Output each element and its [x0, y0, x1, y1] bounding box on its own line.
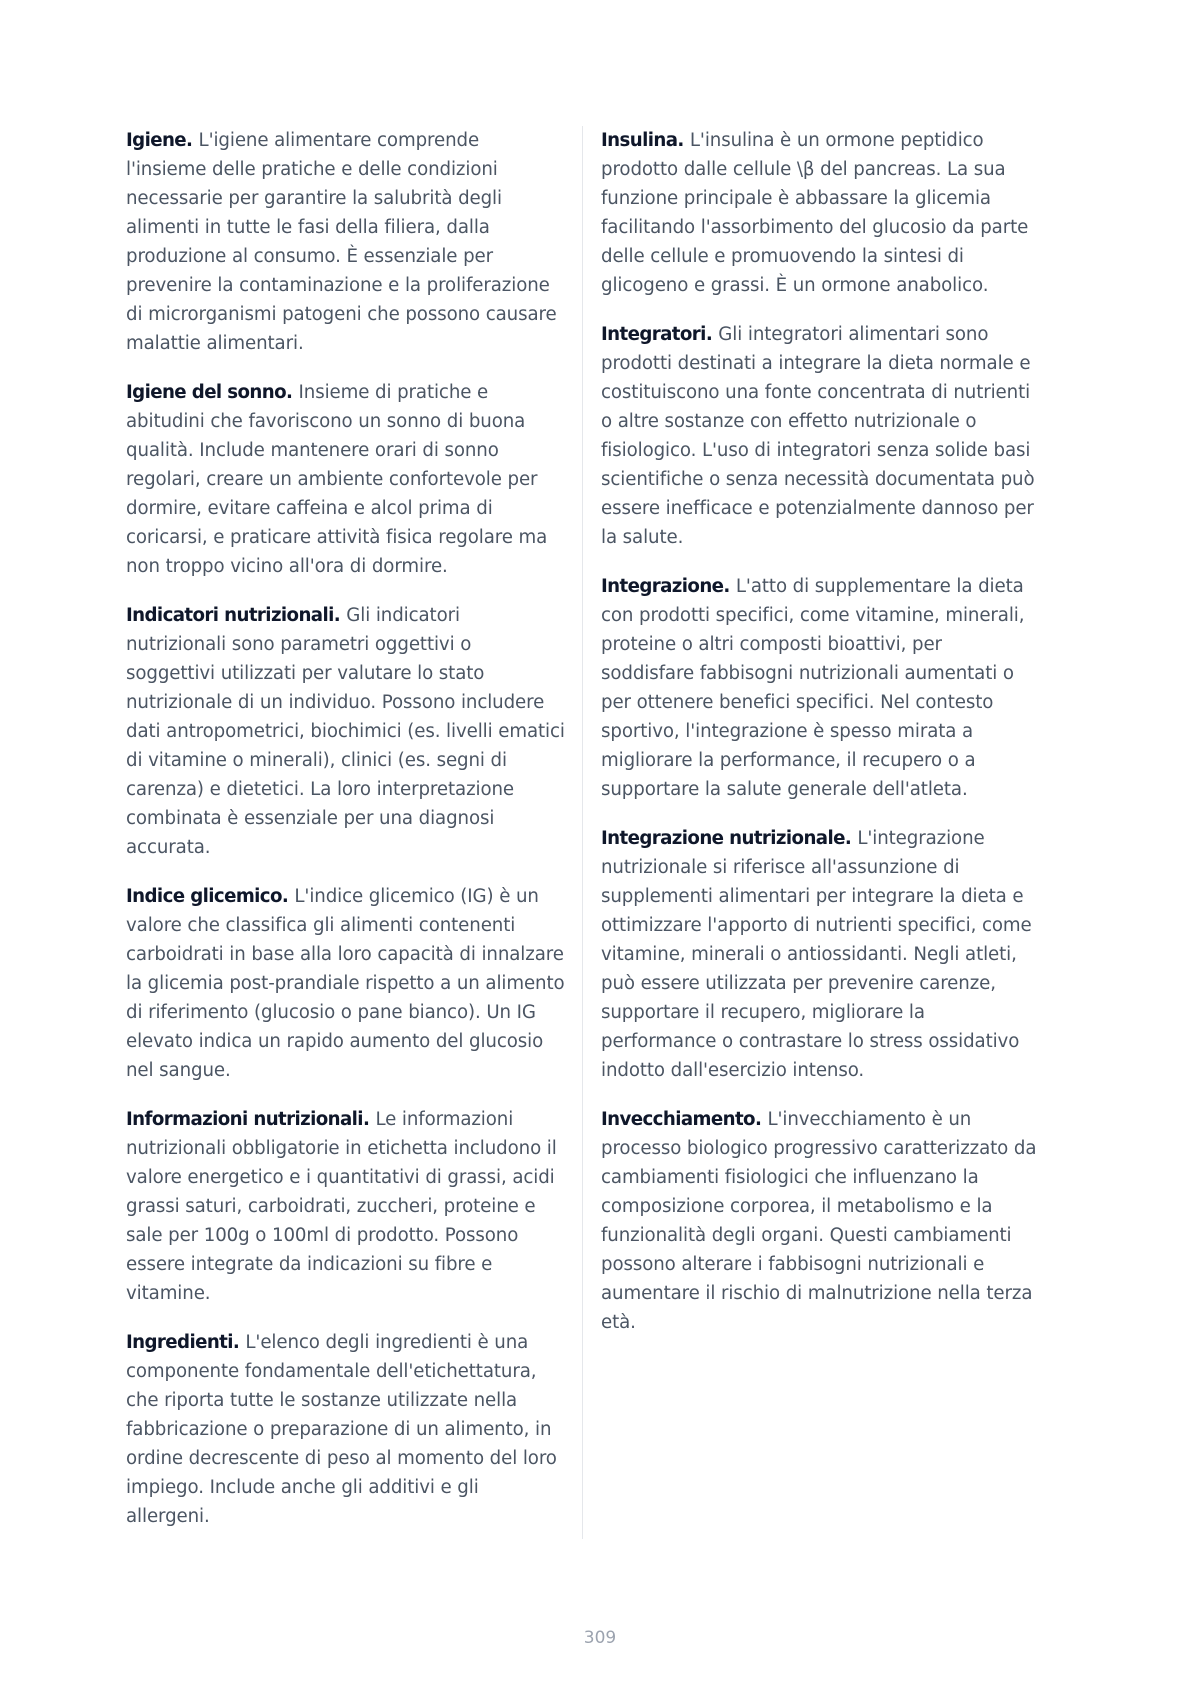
entry-term: Ingredienti — [126, 1332, 233, 1353]
entry-definition: Le informazioni nutrizionali obbligatorie in etichetta includono il valore energetico e i quantitativi di grassi, acidi grassi saturi, carboidrati, zuccheri, proteine e sale per 100g o 100ml di prodotto. Possono essere integrate da indicazioni su fibre e vitamine. — [126, 1109, 557, 1304]
glossary-entry: Integratori. Gli integratori alimentari sono prodotti destinati a integrare la dieta normale e costituiscono una fonte concentrata di nutrienti o altre sostanze con effetto nutrizionale o fisiologico. L'uso di integratori senza solide basi scientifiche o senza necessità documentata può essere inefficace e potenzialmente dannoso per la salute. — [601, 324, 1035, 548]
entry-definition: L'integrazione nutrizionale si riferisce all'assunzione di supplementi alimentari per integrare la dieta e ottimizzare l'apporto di nutrienti specifici, come vitamine, minerali o antiossidanti. Negli atleti, può essere utilizzata per prevenire carenze, supportare il recupero, migliorare la performance o contrastare lo stress ossidativo indotto dall'esercizio intenso. — [601, 828, 1032, 1081]
entry-definition: Gli integratori alimentari sono prodotti destinati a integrare la dieta normale e costituiscono una fonte concentrata di nutrienti o altre sostanze con effetto nutrizionale o fisiologico. L'uso di integratori senza solide basi scientifiche o senza necessità documentata può essere inefficace e potenzialmente dannoso per la salute. — [601, 324, 1035, 548]
glossary-entry: Integrazione. L'atto di supplementare la dieta con prodotti specifici, come vitamine, minerali, proteine o altri composti bioattivi, per soddisfare fabbisogni nutrizionali aumentati o per ottenere benefici specifici. Nel contesto sportivo, l'integrazione è spesso mirata a migliorare la performance, il recupero o a supportare la salute generale dell'atleta. — [601, 576, 1025, 800]
entry-definition: L'igiene alimentare comprende l'insieme delle pratiche e delle condizioni necessarie per garantire la salubrità degli alimenti in tutte le fasi della filiera, dalla produzione al consumo. È essenziale per prevenire la contaminazione e la proliferazione di microrganismi patogeni che possono causare malattie alimentari. — [126, 130, 557, 354]
entry-term: Informazioni nutrizionali — [126, 1109, 363, 1130]
glossary-entry: Informazioni nutrizionali. Le informazioni nutrizionali obbligatorie in etichetta includono il valore energetico e i quantitativi di grassi, acidi grassi saturi, carboidrati, zuccheri, proteine e sale per 100g o 100ml di prodotto. Possono essere integrate da indicazioni su fibre e vitamine. — [126, 1109, 557, 1304]
entry-term: Igiene del sonno — [126, 382, 287, 403]
glossary-column-right — [583, 126, 1040, 1337]
entry-term: Insulina — [601, 130, 678, 151]
glossary-entry: Igiene del sonno. Insieme di pratiche e abitudini che favoriscono un sonno di buona qualità. Include mantenere orari di sonno regolari, creare un ambiente confortevole per dormire, evitare caffeina e alcol prima di coricarsi, e praticare attività fisica regolare ma non troppo vicino all'ora di dormire. — [126, 382, 548, 577]
page-number: 309 — [583, 1628, 617, 1648]
glossary-entry: Integrazione nutrizionale. L'integrazione nutrizionale si riferisce all'assunzione di supplementi alimentari per integrare la dieta e ottimizzare l'apporto di nutrienti specifici, come vitamine, minerali o antiossidanti. Negli atleti, può essere utilizzata per prevenire carenze, supportare il recupero, migliorare la performance o contrastare lo stress ossidativo indotto dall'esercizio intenso. — [601, 828, 1032, 1081]
glossary-entry: Indice glicemico. L'indice glicemico (IG) è un valore che classifica gli alimenti contenenti carboidrati in base alla loro capacità di innalzare la glicemia post-prandiale rispetto a un alimento di riferimento (glucosio o pane bianco). Un IG elevato indica un rapido aumento del glucosio nel sangue. — [126, 886, 565, 1081]
glossary-entry: Ingredienti. L'elenco degli ingredienti è una componente fondamentale dell'etichettatura, che riporta tutte le sostanze utilizzate nella fabbricazione o preparazione di un alimento, in ordine decrescente di peso al momento del loro impiego. Include anche gli additivi e gli allergeni. — [126, 1332, 557, 1527]
glossary-columns — [126, 126, 1080, 1539]
glossary-entry: Invecchiamento. L'invecchiamento è un processo biologico progressivo caratterizzato da cambiamenti fisiologici che influenzano la composizione corporea, il metabolismo e la funzionalità degli organi. Questi cambiamenti possono alterare i fabbisogni nutrizionali e aumentare il rischio di malnutrizione nella terza età. — [601, 1109, 1037, 1333]
entry-definition: L'indice glicemico (IG) è un valore che classifica gli alimenti contenenti carboidrati in base alla loro capacità di innalzare la glicemia post-prandiale rispetto a un alimento di riferimento (glucosio o pane bianco). Un IG elevato indica un rapido aumento del glucosio nel sangue. — [126, 886, 565, 1081]
entry-definition: L'insulina è un ormone peptidico prodotto dalle cellule \β del pancreas. La sua funzione principale è abbassare la glicemia facilitando l'assorbimento del glucosio da parte delle cellule e promuovendo la sintesi di glicogeno e grassi. È un ormone anabolico. — [601, 130, 1029, 296]
entry-definition: Insieme di pratiche e abitudini che favoriscono un sonno di buona qualità. Include mantenere orari di sonno regolari, creare un ambiente confortevole per dormire, evitare caffeina e alcol prima di coricarsi, e praticare attività fisica regolare ma non troppo vicino all'ora di dormire. — [126, 382, 548, 577]
glossary-entry: Igiene. L'igiene alimentare comprende l'insieme delle pratiche e delle condizioni necessarie per garantire la salubrità degli alimenti in tutte le fasi della filiera, dalla produzione al consumo. È essenziale per prevenire la contaminazione e la proliferazione di microrganismi patogeni che possono causare malattie alimentari. — [126, 130, 557, 354]
entry-term: Igiene — [126, 130, 187, 151]
glossary-column-left — [126, 126, 583, 1539]
entry-term: Integrazione nutrizionale — [601, 828, 845, 849]
entry-definition: L'elenco degli ingredienti è una componente fondamentale dell'etichettatura, che riporta tutte le sostanze utilizzate nella fabbricazione o preparazione di un alimento, in ordine decrescente di peso al momento del loro impiego. Include anche gli additivi e gli allergeni. — [126, 1332, 557, 1527]
entry-term: Indicatori nutrizionali — [126, 605, 334, 626]
entry-term: Indice glicemico — [126, 886, 282, 907]
glossary-entry: Indicatori nutrizionali. Gli indicatori nutrizionali sono parametri oggettivi o soggettivi utilizzati per valutare lo stato nutrizionale di un individuo. Possono includere dati antropometrici, biochimici (es. livelli ematici di vitamine o minerali), clinici (es. segni di carenza) e dietetici. La loro interpretazione combinata è essenziale per una diagnosi accurata. — [126, 605, 565, 858]
entry-term: Integrazione — [601, 576, 724, 597]
glossary-entry: Insulina. L'insulina è un ormone peptidico prodotto dalle cellule \β del pancreas. La sua funzione principale è abbassare la glicemia facilitando l'assorbimento del glucosio da parte delle cellule e promuovendo la sintesi di glicogeno e grassi. È un ormone anabolico. — [601, 130, 1029, 296]
entry-definition: L'invecchiamento è un processo biologico progressivo caratterizzato da cambiamenti fisiologici che influenzano la composizione corporea, il metabolismo e la funzionalità degli organi. Questi cambiamenti possono alterare i fabbisogni nutrizionali e aumentare il rischio di malnutrizione nella terza età. — [601, 1109, 1037, 1333]
entry-definition: Gli indicatori nutrizionali sono parametri oggettivi o soggettivi utilizzati per valutare lo stato nutrizionale di un individuo. Possono includere dati antropometrici, biochimici (es. livelli ematici di vitamine o minerali), clinici (es. segni di carenza) e dietetici. La loro interpretazione combinata è essenziale per una diagnosi accurata. — [126, 605, 565, 858]
entry-definition: L'atto di supplementare la dieta con prodotti specifici, come vitamine, minerali, proteine o altri composti bioattivi, per soddisfare fabbisogni nutrizionali aumentati o per ottenere benefici specifici. Nel contesto sportivo, l'integrazione è spesso mirata a migliorare la performance, il recupero o a supportare la salute generale dell'atleta. — [601, 576, 1025, 800]
entry-term: Invecchiamento — [601, 1109, 755, 1130]
entry-term: Integratori — [601, 324, 706, 345]
